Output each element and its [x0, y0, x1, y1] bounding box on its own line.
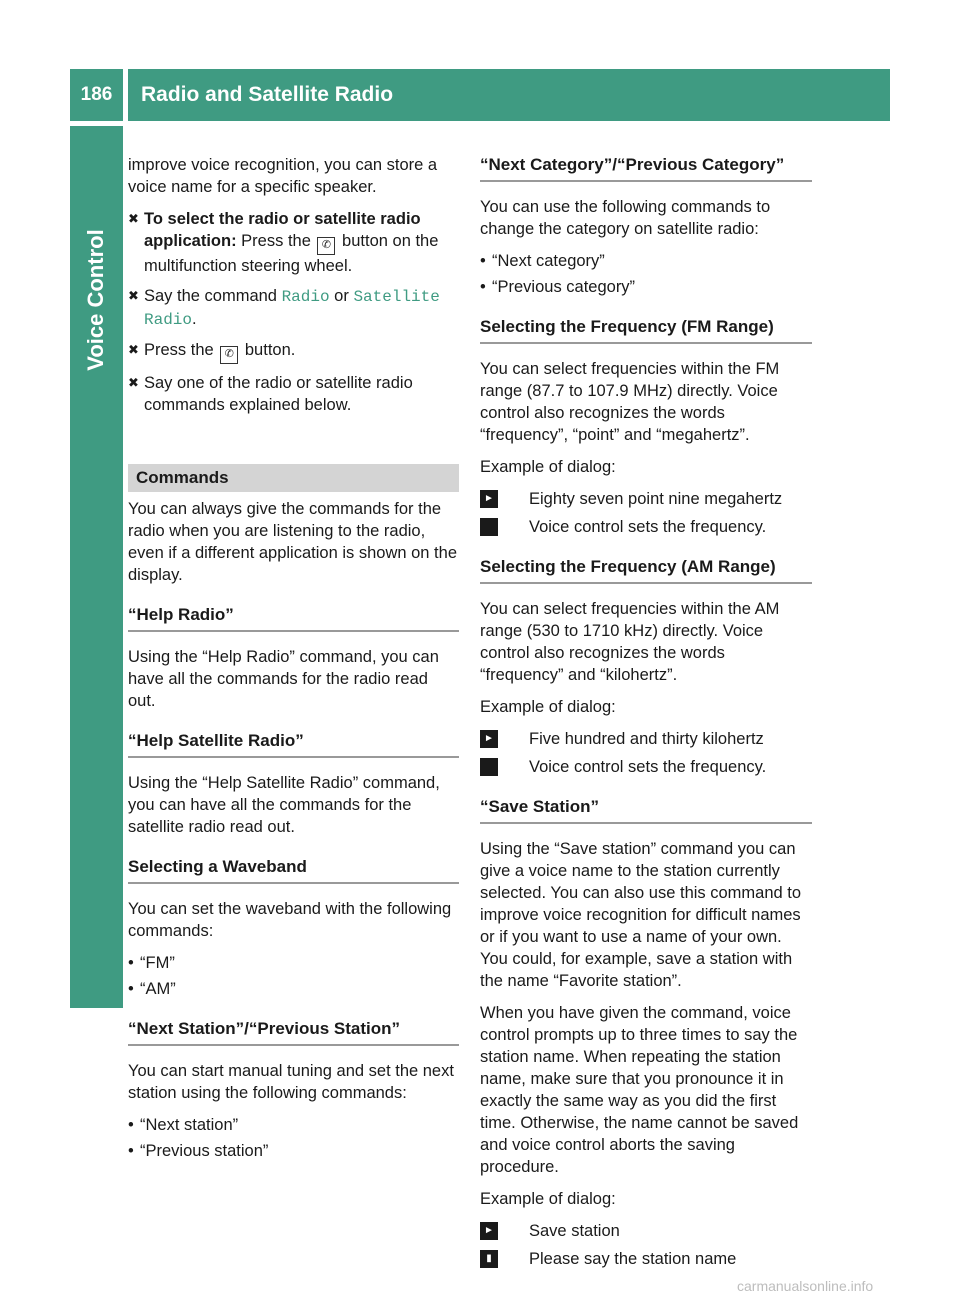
arrow-icon: ✖	[128, 342, 139, 357]
step-say-radio-command: ✖ Say one of the radio or satellite radio commands explained below.	[128, 374, 413, 414]
fm-text: You can select frequencies within the FM range (87.7 to 107.9 MHz) directly. Voice control also recognizes the words “frequency”, “point” and “megahertz”.	[480, 360, 780, 444]
right-column	[480, 154, 812, 1276]
command-radio: Radio	[281, 288, 330, 306]
speaker-user-icon: ►	[480, 730, 498, 748]
list-item: • “FM”	[128, 954, 175, 972]
list-item: • “Previous station”	[128, 1142, 269, 1160]
station-heading: “Next Station”/“Previous Station”	[128, 1018, 459, 1046]
dialog-system-line: Voice control sets the frequency.	[480, 756, 812, 778]
voice-button-icon: ✆	[220, 346, 238, 364]
chapter-title: Radio and Satellite Radio	[128, 69, 890, 121]
save-example-label: Example of dialog:	[480, 1190, 616, 1208]
section-label: Voice Control	[83, 229, 108, 371]
arrow-icon: ✖	[128, 211, 139, 226]
system-icon	[480, 758, 498, 776]
voice-button-icon: ✆	[317, 237, 335, 255]
dialog-user-line: ► Save station	[480, 1220, 812, 1242]
command-satellite-radio: Satellite Radio	[144, 288, 440, 329]
save-text-2: When you have given the command, voice control prompts up to three times to say the station name. When repeating the station name, make sure that you pronounce it in exactly the same way as you did the first time. Otherwise, the name cannot be saved and voice control aborts the saving procedure.	[480, 1004, 799, 1176]
help-radio-heading: “Help Radio”	[128, 604, 459, 632]
intro-text: improve voice recognition, you can store a voice name for a specific speaker.	[128, 156, 438, 196]
watermark: carmanualsonline.info	[737, 1278, 874, 1294]
speaker-user-icon: ►	[480, 1222, 498, 1240]
help-radio-text: Using the “Help Radio” command, you can have all the commands for the radio read out.	[128, 648, 439, 710]
category-heading: “Next Category”/“Previous Category”	[480, 154, 812, 182]
step-select-application: ✖ To select the radio or satellite radio application: Press the ✆ button on the multifunction steering wheel.	[128, 210, 439, 275]
list-item: • “Previous category”	[480, 278, 636, 296]
list-item: • “AM”	[128, 980, 176, 998]
commands-heading: Commands	[128, 464, 459, 492]
dialog-system-line: Voice control sets the frequency.	[480, 516, 812, 538]
system-prompt-icon: ▮	[480, 1250, 498, 1268]
page-number: 186	[70, 69, 123, 121]
speaker-user-icon: ►	[480, 490, 498, 508]
arrow-icon: ✖	[128, 288, 139, 303]
dialog-user-line: ► Five hundred and thirty kilohertz	[480, 728, 812, 750]
arrow-icon: ✖	[128, 375, 139, 390]
waveband-heading: Selecting a Waveband	[128, 856, 459, 884]
help-satellite-text: Using the “Help Satellite Radio” command, you can have all the commands for the satellite radio read out.	[128, 774, 440, 836]
fm-heading: Selecting the Frequency (FM Range)	[480, 316, 812, 344]
am-example-label: Example of dialog:	[480, 698, 616, 716]
step-say-command: ✖ Say the command Radio or Satellite Radio.	[128, 287, 440, 329]
list-item: • “Next station”	[128, 1116, 239, 1134]
dialog-system-line: ▮ Please say the station name	[480, 1248, 812, 1270]
dialog-user-line: ► Eighty seven point nine megahertz	[480, 488, 812, 510]
save-heading: “Save Station”	[480, 796, 812, 824]
step-bold: To select the radio or satellite radio application:	[144, 210, 421, 250]
waveband-text: You can set the waveband with the following commands:	[128, 900, 452, 940]
system-icon	[480, 518, 498, 536]
fm-example-label: Example of dialog:	[480, 458, 616, 476]
save-text-1: Using the “Save station” command you can give a voice name to the station currently selected. You can also use this command to improve voice recognition for difficult names or if you want to use a name of your own. You could, for example, save a station with the name “Favorite station”.	[480, 840, 802, 990]
category-text: You can use the following commands to change the category on satellite radio:	[480, 198, 771, 238]
am-heading: Selecting the Frequency (AM Range)	[480, 556, 812, 584]
left-column	[128, 154, 459, 1166]
am-text: You can select frequencies within the AM range (530 to 1710 kHz) directly. Voice control also recognizes the words “frequency” and “kilohertz”.	[480, 600, 780, 684]
help-satellite-heading: “Help Satellite Radio”	[128, 730, 459, 758]
commands-text: You can always give the commands for the radio when you are listening to the radio, even if a different application is shown on the display.	[128, 500, 457, 584]
station-text: You can start manual tuning and set the next station using the following commands:	[128, 1062, 454, 1102]
step-press-button: ✖ Press the ✆ button.	[128, 339, 459, 364]
list-item: • “Next category”	[480, 252, 605, 270]
